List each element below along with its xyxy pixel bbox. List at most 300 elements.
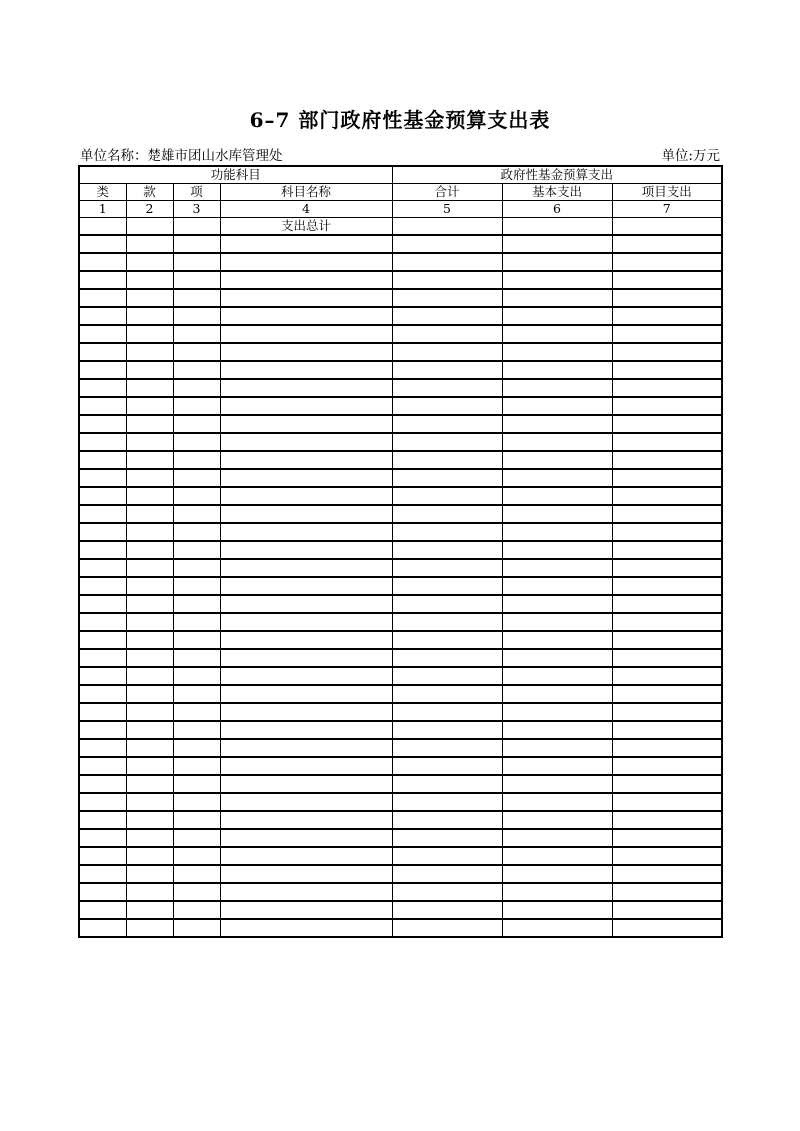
cell-total	[392, 433, 502, 451]
cell-basic-expenditure	[502, 361, 612, 379]
cell-basic-expenditure	[502, 325, 612, 343]
cell-basic-expenditure	[502, 505, 612, 523]
table-row	[79, 433, 722, 451]
column-number: 5	[392, 201, 502, 218]
cell-section	[126, 631, 173, 649]
cell-category	[79, 289, 126, 307]
page-title: 6–7 部门政府性基金预算支出表	[249, 108, 551, 132]
cell-total	[392, 793, 502, 811]
cell-section	[126, 739, 173, 757]
cell-project-expenditure	[612, 847, 722, 865]
cell-section	[126, 487, 173, 505]
table-row	[79, 667, 722, 685]
group-header-functional-subject: 功能科目	[79, 166, 392, 184]
table-row	[79, 487, 722, 505]
cell-total	[392, 595, 502, 613]
table-row	[79, 343, 722, 361]
cell-project-expenditure	[612, 271, 722, 289]
cell-basic-expenditure	[502, 523, 612, 541]
cell-category	[79, 847, 126, 865]
cell-item	[173, 433, 220, 451]
cell-project-expenditure	[612, 523, 722, 541]
cell-section	[126, 595, 173, 613]
cell-section	[126, 649, 173, 667]
cell-subject-name	[220, 577, 392, 595]
cell-category	[79, 649, 126, 667]
table-row	[79, 685, 722, 703]
cell-basic-expenditure	[502, 218, 612, 236]
cell-item	[173, 883, 220, 901]
cell-project-expenditure	[612, 361, 722, 379]
cell-subject-name	[220, 469, 392, 487]
cell-basic-expenditure	[502, 667, 612, 685]
cell-total	[392, 577, 502, 595]
cell-basic-expenditure	[502, 829, 612, 847]
cell-subject-name	[220, 379, 392, 397]
cell-subject-name	[220, 505, 392, 523]
cell-section	[126, 253, 173, 271]
cell-basic-expenditure	[502, 271, 612, 289]
table-row	[79, 235, 722, 253]
cell-basic-expenditure	[502, 865, 612, 883]
column-header-total: 合计	[392, 184, 502, 201]
column-number: 4	[220, 201, 392, 218]
cell-subject-name	[220, 451, 392, 469]
cell-project-expenditure	[612, 218, 722, 236]
cell-basic-expenditure	[502, 847, 612, 865]
unit-name-label: 单位名称：楚雄市团山水库管理处	[80, 148, 283, 164]
cell-category	[79, 415, 126, 433]
cell-total	[392, 253, 502, 271]
table-row	[79, 901, 722, 919]
cell-section	[126, 325, 173, 343]
cell-subject-name	[220, 253, 392, 271]
cell-item	[173, 703, 220, 721]
cell-project-expenditure	[612, 595, 722, 613]
cell-total	[392, 901, 502, 919]
cell-basic-expenditure	[502, 595, 612, 613]
cell-total	[392, 703, 502, 721]
group-header-gov-fund-expenditure: 政府性基金预算支出	[392, 166, 722, 184]
table-row	[79, 505, 722, 523]
cell-project-expenditure	[612, 721, 722, 739]
cell-section	[126, 775, 173, 793]
cell-subject-name	[220, 793, 392, 811]
table-row	[79, 271, 722, 289]
cell-basic-expenditure	[502, 487, 612, 505]
table-row	[79, 649, 722, 667]
cell-subject-name	[220, 307, 392, 325]
cell-category	[79, 595, 126, 613]
cell-basic-expenditure	[502, 577, 612, 595]
cell-item	[173, 739, 220, 757]
cell-subject-name	[220, 811, 392, 829]
cell-category	[79, 811, 126, 829]
cell-item	[173, 649, 220, 667]
cell-category	[79, 505, 126, 523]
table-row	[79, 469, 722, 487]
cell-project-expenditure	[612, 397, 722, 415]
table-row	[79, 703, 722, 721]
cell-item	[173, 325, 220, 343]
cell-basic-expenditure	[502, 235, 612, 253]
cell-project-expenditure	[612, 631, 722, 649]
cell-basic-expenditure	[502, 901, 612, 919]
cell-item	[173, 865, 220, 883]
cell-section	[126, 847, 173, 865]
cell-basic-expenditure	[502, 559, 612, 577]
table-row	[79, 829, 722, 847]
cell-basic-expenditure	[502, 397, 612, 415]
cell-basic-expenditure	[502, 433, 612, 451]
table-row	[79, 811, 722, 829]
cell-item	[173, 595, 220, 613]
cell-item	[173, 901, 220, 919]
cell-category	[79, 901, 126, 919]
cell-subject-name	[220, 487, 392, 505]
table-row	[79, 919, 722, 937]
cell-basic-expenditure	[502, 307, 612, 325]
table-row	[79, 541, 722, 559]
cell-category	[79, 883, 126, 901]
cell-project-expenditure	[612, 307, 722, 325]
cell-section	[126, 469, 173, 487]
cell-project-expenditure	[612, 865, 722, 883]
cell-subject-name	[220, 415, 392, 433]
cell-item	[173, 307, 220, 325]
cell-category	[79, 523, 126, 541]
cell-category	[79, 487, 126, 505]
column-number: 3	[173, 201, 220, 218]
table-row	[79, 595, 722, 613]
cell-section	[126, 235, 173, 253]
cell-category	[79, 577, 126, 595]
table-row	[79, 451, 722, 469]
cell-item	[173, 415, 220, 433]
cell-subject-name	[220, 703, 392, 721]
cell-total	[392, 739, 502, 757]
cell-subject-name	[220, 325, 392, 343]
cell-category	[79, 433, 126, 451]
cell-total	[392, 415, 502, 433]
cell-item	[173, 451, 220, 469]
cell-project-expenditure	[612, 505, 722, 523]
cell-project-expenditure	[612, 559, 722, 577]
cell-subject-name	[220, 631, 392, 649]
cell-total	[392, 559, 502, 577]
cell-category	[79, 559, 126, 577]
cell-category	[79, 343, 126, 361]
cell-project-expenditure	[612, 253, 722, 271]
cell-section	[126, 721, 173, 739]
cell-total	[392, 487, 502, 505]
cell-total	[392, 685, 502, 703]
cell-section	[126, 218, 173, 236]
table-row	[79, 883, 722, 901]
cell-project-expenditure	[612, 289, 722, 307]
cell-item	[173, 757, 220, 775]
column-number-row	[79, 201, 722, 218]
cell-section	[126, 703, 173, 721]
cell-project-expenditure	[612, 739, 722, 757]
cell-section	[126, 685, 173, 703]
cell-section	[126, 613, 173, 631]
cell-section	[126, 793, 173, 811]
cell-total	[392, 307, 502, 325]
column-number: 1	[79, 201, 126, 218]
cell-subject-name	[220, 523, 392, 541]
cell-section	[126, 451, 173, 469]
table-row	[79, 577, 722, 595]
cell-section	[126, 505, 173, 523]
cell-item	[173, 253, 220, 271]
cell-item	[173, 847, 220, 865]
cell-category	[79, 685, 126, 703]
currency-unit-label: 单位:万元	[661, 148, 720, 164]
column-header-project-expenditure: 项目支出	[612, 184, 722, 201]
cell-category	[79, 307, 126, 325]
column-header-subject-name: 科目名称	[220, 184, 392, 201]
table-row	[79, 379, 722, 397]
cell-total	[392, 235, 502, 253]
cell-section	[126, 577, 173, 595]
column-header-basic-expenditure: 基本支出	[502, 184, 612, 201]
cell-project-expenditure	[612, 541, 722, 559]
table-row	[79, 739, 722, 757]
cell-subject-name	[220, 883, 392, 901]
column-number: 2	[126, 201, 173, 218]
cell-section	[126, 901, 173, 919]
cell-item	[173, 541, 220, 559]
table-row	[79, 721, 722, 739]
cell-category	[79, 721, 126, 739]
cell-item	[173, 218, 220, 236]
cell-total	[392, 218, 502, 236]
cell-basic-expenditure	[502, 811, 612, 829]
cell-subject-name	[220, 721, 392, 739]
column-number: 6	[502, 201, 612, 218]
cell-project-expenditure	[612, 235, 722, 253]
cell-total	[392, 883, 502, 901]
cell-total	[392, 523, 502, 541]
table-row	[79, 847, 722, 865]
cell-basic-expenditure	[502, 703, 612, 721]
cell-basic-expenditure	[502, 613, 612, 631]
cell-total	[392, 379, 502, 397]
cell-item	[173, 343, 220, 361]
cell-section	[126, 415, 173, 433]
cell-basic-expenditure	[502, 469, 612, 487]
cell-subject-name	[220, 433, 392, 451]
column-number: 7	[612, 201, 722, 218]
cell-subject-name	[220, 541, 392, 559]
cell-basic-expenditure	[502, 793, 612, 811]
column-header-row	[79, 184, 722, 201]
cell-project-expenditure	[612, 325, 722, 343]
cell-subject-name	[220, 667, 392, 685]
cell-category	[79, 703, 126, 721]
cell-item	[173, 469, 220, 487]
cell-section	[126, 667, 173, 685]
cell-subject-name	[220, 649, 392, 667]
cell-category	[79, 397, 126, 415]
cell-category	[79, 829, 126, 847]
table-row	[79, 361, 722, 379]
table-row	[79, 307, 722, 325]
cell-project-expenditure	[612, 415, 722, 433]
cell-item	[173, 829, 220, 847]
cell-basic-expenditure	[502, 451, 612, 469]
cell-total	[392, 829, 502, 847]
cell-basic-expenditure	[502, 757, 612, 775]
cell-section	[126, 379, 173, 397]
cell-total	[392, 613, 502, 631]
cell-category	[79, 541, 126, 559]
cell-category	[79, 865, 126, 883]
cell-category	[79, 631, 126, 649]
cell-project-expenditure	[612, 577, 722, 595]
cell-subject-name: 支出总计	[220, 218, 392, 236]
cell-project-expenditure	[612, 667, 722, 685]
cell-subject-name	[220, 289, 392, 307]
cell-project-expenditure	[612, 487, 722, 505]
cell-subject-name	[220, 361, 392, 379]
table-row	[79, 289, 722, 307]
cell-subject-name	[220, 775, 392, 793]
cell-item	[173, 397, 220, 415]
cell-project-expenditure	[612, 811, 722, 829]
cell-section	[126, 541, 173, 559]
cell-total	[392, 451, 502, 469]
cell-total	[392, 631, 502, 649]
cell-project-expenditure	[612, 919, 722, 937]
cell-project-expenditure	[612, 613, 722, 631]
cell-basic-expenditure	[502, 379, 612, 397]
cell-item	[173, 685, 220, 703]
table-row	[79, 325, 722, 343]
cell-project-expenditure	[612, 451, 722, 469]
cell-item	[173, 271, 220, 289]
table-row	[79, 415, 722, 433]
cell-basic-expenditure	[502, 253, 612, 271]
cell-total	[392, 325, 502, 343]
cell-subject-name	[220, 559, 392, 577]
cell-subject-name	[220, 901, 392, 919]
table-body	[79, 218, 722, 938]
cell-total	[392, 757, 502, 775]
cell-item	[173, 361, 220, 379]
cell-total	[392, 919, 502, 937]
cell-section	[126, 307, 173, 325]
cell-category	[79, 271, 126, 289]
cell-subject-name	[220, 919, 392, 937]
cell-subject-name	[220, 739, 392, 757]
cell-basic-expenditure	[502, 631, 612, 649]
cell-project-expenditure	[612, 901, 722, 919]
cell-category	[79, 379, 126, 397]
cell-subject-name	[220, 613, 392, 631]
cell-item	[173, 775, 220, 793]
cell-item	[173, 613, 220, 631]
table-row	[79, 253, 722, 271]
cell-item	[173, 721, 220, 739]
cell-basic-expenditure	[502, 721, 612, 739]
cell-section	[126, 361, 173, 379]
cell-section	[126, 865, 173, 883]
table-row	[79, 523, 722, 541]
cell-item	[173, 487, 220, 505]
cell-category	[79, 739, 126, 757]
cell-project-expenditure	[612, 469, 722, 487]
cell-total	[392, 361, 502, 379]
cell-section	[126, 883, 173, 901]
cell-total	[392, 397, 502, 415]
table-row	[79, 865, 722, 883]
cell-total	[392, 505, 502, 523]
table-row	[79, 613, 722, 631]
cell-total	[392, 271, 502, 289]
cell-category	[79, 667, 126, 685]
cell-basic-expenditure	[502, 685, 612, 703]
cell-basic-expenditure	[502, 739, 612, 757]
cell-section	[126, 271, 173, 289]
cell-basic-expenditure	[502, 775, 612, 793]
cell-project-expenditure	[612, 343, 722, 361]
cell-total	[392, 289, 502, 307]
cell-item	[173, 559, 220, 577]
cell-section	[126, 757, 173, 775]
table-row	[79, 559, 722, 577]
cell-basic-expenditure	[502, 415, 612, 433]
table-row	[79, 757, 722, 775]
cell-item	[173, 505, 220, 523]
cell-subject-name	[220, 343, 392, 361]
cell-subject-name	[220, 865, 392, 883]
cell-item	[173, 793, 220, 811]
column-header-category: 类	[79, 184, 126, 201]
cell-project-expenditure	[612, 883, 722, 901]
cell-section	[126, 397, 173, 415]
cell-project-expenditure	[612, 775, 722, 793]
cell-section	[126, 829, 173, 847]
cell-category	[79, 919, 126, 937]
cell-category	[79, 451, 126, 469]
cell-category	[79, 775, 126, 793]
cell-project-expenditure	[612, 649, 722, 667]
table-row	[79, 793, 722, 811]
cell-section	[126, 811, 173, 829]
cell-basic-expenditure	[502, 289, 612, 307]
cell-total	[392, 721, 502, 739]
cell-basic-expenditure	[502, 343, 612, 361]
cell-basic-expenditure	[502, 883, 612, 901]
cell-section	[126, 523, 173, 541]
cell-item	[173, 289, 220, 307]
cell-total	[392, 811, 502, 829]
cell-section	[126, 289, 173, 307]
cell-category	[79, 218, 126, 236]
cell-project-expenditure	[612, 685, 722, 703]
cell-project-expenditure	[612, 379, 722, 397]
cell-section	[126, 559, 173, 577]
cell-project-expenditure	[612, 433, 722, 451]
cell-subject-name	[220, 595, 392, 613]
cell-project-expenditure	[612, 757, 722, 775]
total-row	[79, 218, 722, 236]
cell-total	[392, 865, 502, 883]
cell-total	[392, 343, 502, 361]
cell-subject-name	[220, 685, 392, 703]
